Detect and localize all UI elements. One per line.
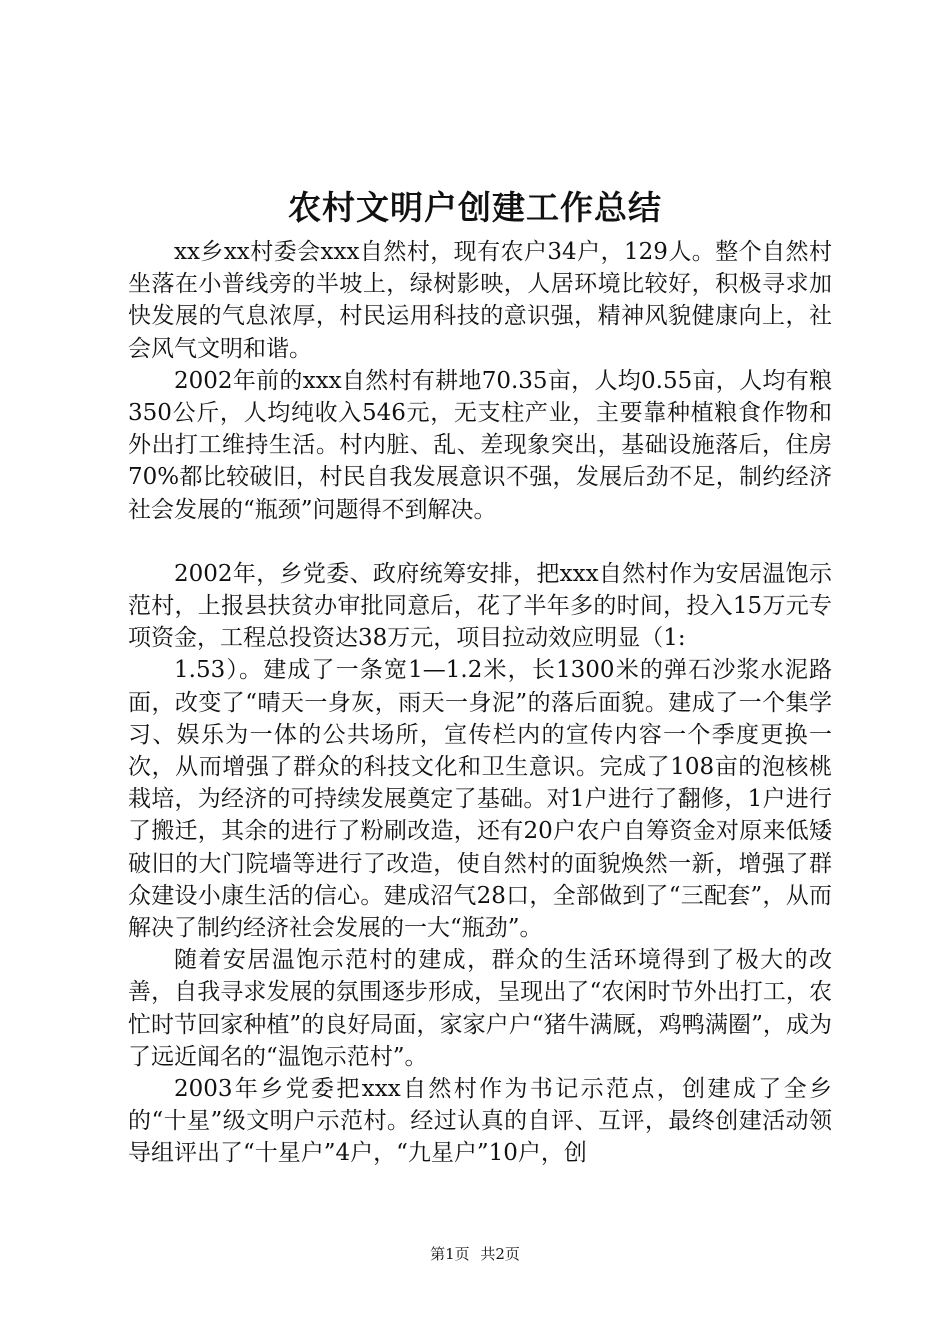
paragraph-2002-plan: 2002年，乡党委、政府统筹安排，把xxx自然村作为安居温饱示范村，上报县扶贫办审批同意后，花了半年多的时间，投入15万元专项资金，工程总投资达38万元，项目拉动效应明显（1:: [128, 560, 832, 652]
paragraph-achievements: 1.53）。建成了一条宽1—1.2米，长1300米的弹石沙浆水泥路面，改变了“晴天一身灰，雨天一身泥”的落后面貌。建成了一个集学习、娱乐为一体的公共场所，宣传栏内的宣传内容一个季度更换一次，从而增强了群众的科技文化和卫生意识。完成了108亩的泡核桃栽培，为经济的可持续发展奠定了基础。对1户进行了翻修，1户进行了搬迁，其余的进行了粉刷改造，还有20户农户自筹资金对原来低矮破旧的大门院墙等进行了改造，使自然村的面貌焕然一新，增强了群众建设小康生活的信心。建成沼气28口，全部做到了“三配套”，从而解决了制约经济社会发展的一大“瓶劲”。: [128, 657, 832, 942]
document-title: 农村文明户创建工作总结: [288, 188, 662, 227]
paragraph-intro: xx乡xx村委会xxx自然村，现有农户34户，129人。整个自然村坐落在小普线旁的半坡上，绿树影映，人居环境比较好，积极寻求加快发展的气息浓厚，村民运用科技的意识强，精神风貌健康向上，社会风气文明和谐。: [128, 239, 832, 362]
document-body: [128, 236, 832, 1170]
page-number-current: 第1页: [430, 1245, 470, 1263]
paragraph-results: 随着安居温饱示范村的建成，群众的生活环境得到了极大的改善，自我寻求发展的氛围逐步形成，呈现出了“农闲时节外出打工，农忙时节回家种植”的良好局面，家家户户“猪牛满厩，鸡鸭满圈”，成为了远近闻名的“温饱示范村”。: [128, 947, 832, 1070]
paragraph-2003: 2003年乡党委把xxx自然村作为书记示范点，创建成了全乡的“十星”级文明户示范村。经过认真的自评、互评，最终创建活动领导组评出了“十星户”4户，“九星户”10户，创: [128, 1076, 832, 1167]
page-number-total: 共2页: [480, 1245, 520, 1263]
page-footer: [0, 1244, 950, 1264]
paragraph-before-2002: 2002年前的xxx自然村有耕地70.35亩，人均0.55亩，人均有粮350公斤，人均纯收入546元，无支柱产业，主要靠种植粮食作物和外出打工维持生活。村内脏、乱、差现象突出，基础设施落后，住房70%都比较破旧，村民自我发展意识不强，发展后劲不足，制约经济社会发展的“瓶颈”问题得不到解决。: [128, 367, 832, 523]
